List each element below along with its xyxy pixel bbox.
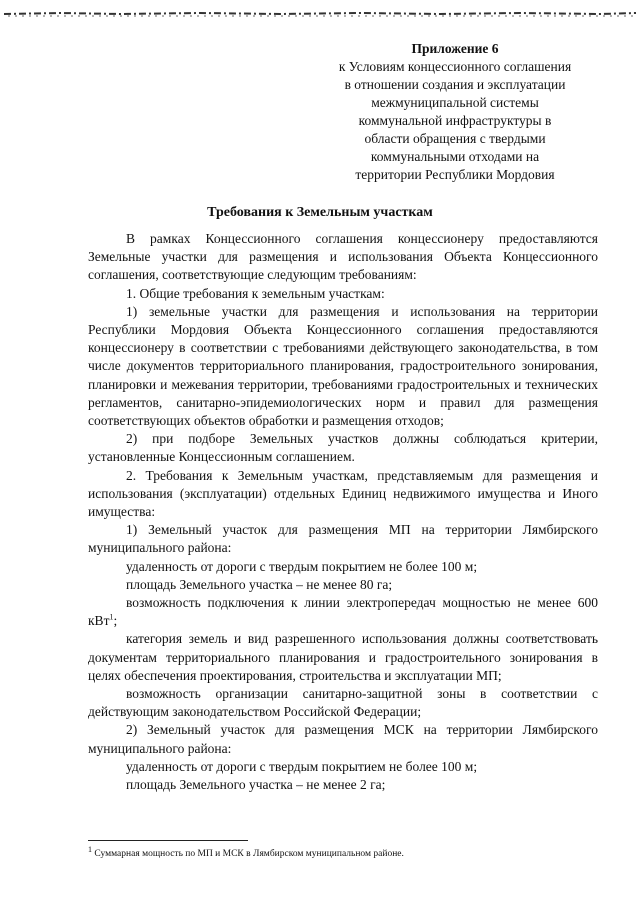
appendix-line: коммунальными отходами на xyxy=(370,149,540,164)
section-2-heading: 2. Требования к Земельным участкам, представляемым для размещения и использования (эксплуатации) отдельных Единиц недвижимого имущества и Иного имущества: xyxy=(88,467,598,520)
appendix-line: в отношении создания и эксплуатации xyxy=(344,77,566,92)
item-1-power-text: возможность подключения к линии электропередач мощностью не менее 600 кВт xyxy=(88,595,598,629)
appendix-header xyxy=(300,40,610,184)
footnote-text: Суммарная мощность по МП и МСК в Лямбирском муниципальном районе. xyxy=(92,849,404,859)
appendix-title: Приложение 6 xyxy=(411,41,499,56)
footnote-divider xyxy=(88,840,248,841)
item-2-distance: удаленность от дороги с твердым покрытием не более 100 м; xyxy=(126,758,478,774)
appendix-line: межмуниципальной системы xyxy=(371,95,539,110)
item-2-area: площадь Земельного участка – не менее 2 га; xyxy=(126,777,386,793)
item-1-category: категория земель и вид разрешенного использования должны соответствовать документам территориального планирования и градостроительного зонирования в целях обеспечения проектирования, строительства и эксплуатации МП; xyxy=(88,631,598,683)
item-1-distance: удаленность от дороги с твердым покрытием не более 100 м; xyxy=(126,558,478,574)
appendix-line: к Условиям концессионного соглашения xyxy=(338,59,572,74)
scan-edge-artifact xyxy=(0,0,640,20)
footnote-ref: 1 xyxy=(109,612,114,622)
section-2-item-2: 2) Земельный участок для размещения МСК на территории Лямбирского муниципального района: xyxy=(88,722,598,756)
section-1-heading: 1. Общие требования к земельным участкам: xyxy=(126,285,385,301)
section-1-item-2: 2) при подборе Земельных участков должны соблюдаться критерии, установленные Концессионным соглашением. xyxy=(88,431,598,465)
intro-paragraph: В рамках Концессионного соглашения концессионеру предоставляются Земельные участки для размещения и использования Объекта Концессионного соглашения, соответствующие следующим требованиям: xyxy=(88,231,598,283)
item-1-area: площадь Земельного участка – не менее 80 га; xyxy=(126,576,393,592)
document-body xyxy=(88,230,598,794)
item-1-power xyxy=(88,594,598,630)
document-title: Требования к Земельным участкам xyxy=(207,205,433,220)
appendix-line: территории Республики Мордовия xyxy=(355,167,555,182)
appendix-line: области обращения с твердыми xyxy=(364,131,546,146)
footnote-mark: 1 xyxy=(88,844,92,854)
item-1-power-end: ; xyxy=(113,613,118,629)
appendix-line: коммунальной инфраструктуры в xyxy=(358,113,552,128)
item-1-sanitary: возможность организации санитарно-защитной зоны в соответствии с действующим законодательством Российской Федерации; xyxy=(88,686,598,720)
footnote xyxy=(88,844,598,860)
section-1-item-1: 1) земельные участки для размещения и использования на территории Республики Мордовия Объекта Концессионного соглашения предоставляются концессионеру в соответствии с требованиями действующего законодательства, в том числе документов территориального планирования, градостроительного зонирования, планировки и межевания территории, требованиями градостроительных и технических регламентов, санитарно-эпидемиологических норм и правил для размещения соответствующих объектов обработки и размещения отходов; xyxy=(88,303,598,429)
section-2-item-1: 1) Земельный участок для размещения МП на территории Лямбирского муниципального района: xyxy=(88,522,598,556)
